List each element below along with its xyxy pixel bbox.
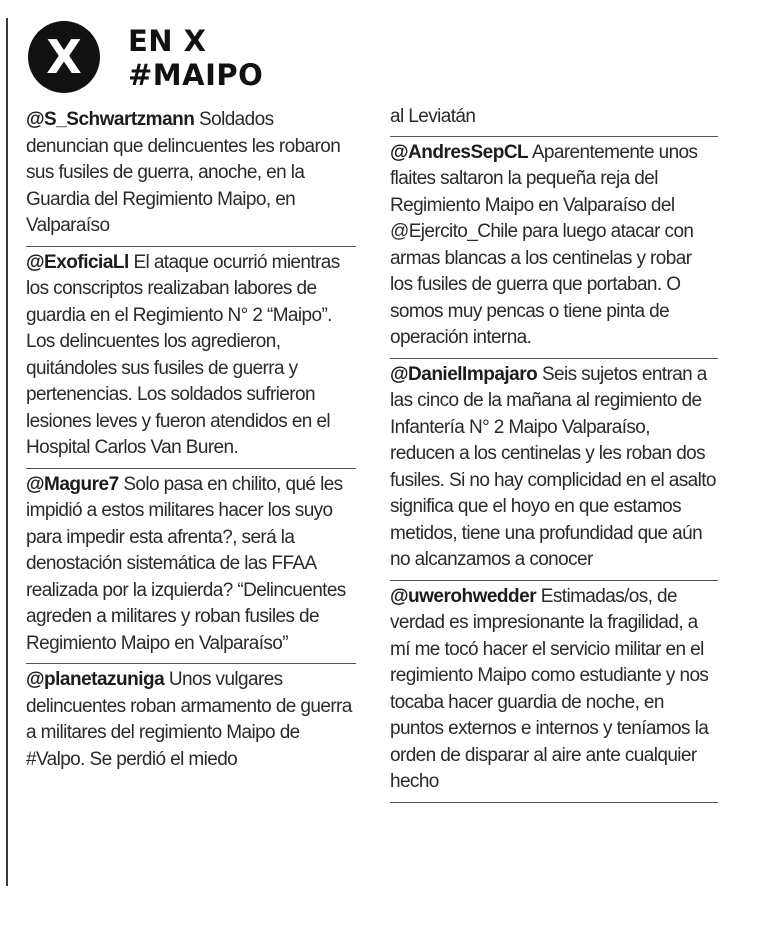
post-text: Solo pasa en chilito, qué les impidió a estos militares hacer los suyo para impedir esta afrenta?, será la denostación sistemática de las FFAA realizada por la izquierda? “Delincuentes agreden a militares y roban fusiles de Regimiento Maipo en Valparaíso” xyxy=(26,473,346,654)
x-logo-icon xyxy=(28,21,100,93)
post-handle[interactable]: @AndresSepCL xyxy=(390,141,529,163)
post-text: El ataque ocurrió mientras los conscriptos realizaban labores de guardia en el Regimiento N° 2 “Maipo”. Los delincuentes los agredieron, quitándoles sus fusiles de guerra y pertenencias. Los soldados sufrieron lesiones leves y fueron atendidos en el Hospital Carlos Van Buren. xyxy=(26,251,340,458)
post-continuation: al Leviatán xyxy=(390,104,718,137)
post-planetazuniga xyxy=(26,664,356,779)
post-handle[interactable]: @planetazuniga xyxy=(26,669,165,690)
post-exoficial xyxy=(26,247,356,469)
post-text: Aparentemente unos flaites saltaron la pequeña reja del Regimiento Maipo en Valparaíso del @Ejercito_Chile para luego atacar con armas blancas a los centinelas y robar los fusiles de guerra que portaban. O somos muy pencas o tiene pinta de operación interna. xyxy=(390,141,698,348)
post-schwartzmann xyxy=(26,104,356,247)
left-rule-line xyxy=(6,18,8,886)
section-title xyxy=(128,24,263,92)
title-line-2: #MAIPO xyxy=(128,58,264,92)
post-text: Estimadas/os, de verdad es impresionante la fragilidad, a mí me tocó hacer el servicio militar en el regimiento Maipo como estudiante y nos tocaba hacer guardia de noche, en puntos externos e internos y teníamos la orden de disparar al aire ante cualquier hecho xyxy=(390,585,709,792)
post-handle[interactable]: @ExoficiaLl xyxy=(26,251,129,273)
post-text: Soldados denuncian que delincuentes les robaron sus fusiles de guerra, anoche, en la Guardia del Regimiento Maipo, en Valparaíso xyxy=(26,109,341,236)
left-column xyxy=(26,104,356,779)
post-text: Unos vulgares delincuentes roban armamento de guerra a militares del regimiento Maipo de #Valpo. Se perdió el miedo xyxy=(26,669,352,770)
post-handle[interactable]: @S_Schwartzmann xyxy=(26,109,195,130)
post-handle[interactable]: @DanielImpajaro xyxy=(390,363,538,385)
post-text: Seis sujetos entran a las cinco de la mañana al regimiento de Infantería N° 2 Maipo Valparaíso, reducen a los centinelas y les roban dos fusiles. Si no hay complicidad en el asalto significa que el hoyo en que estamos metidos, tiene una profundidad que aún no alcanzamos a conocer xyxy=(390,363,716,570)
post-handle[interactable]: @uwerohwedder xyxy=(390,585,537,607)
post-uwerohwedder xyxy=(390,581,718,803)
post-magure7 xyxy=(26,469,356,665)
post-andressepcl xyxy=(390,137,718,359)
x-logo-letter: X xyxy=(46,30,82,84)
title-line-1: EN X xyxy=(128,24,207,58)
right-column xyxy=(390,104,718,803)
post-danielimpajaro xyxy=(390,359,718,581)
post-handle[interactable]: @Magure7 xyxy=(26,473,119,495)
